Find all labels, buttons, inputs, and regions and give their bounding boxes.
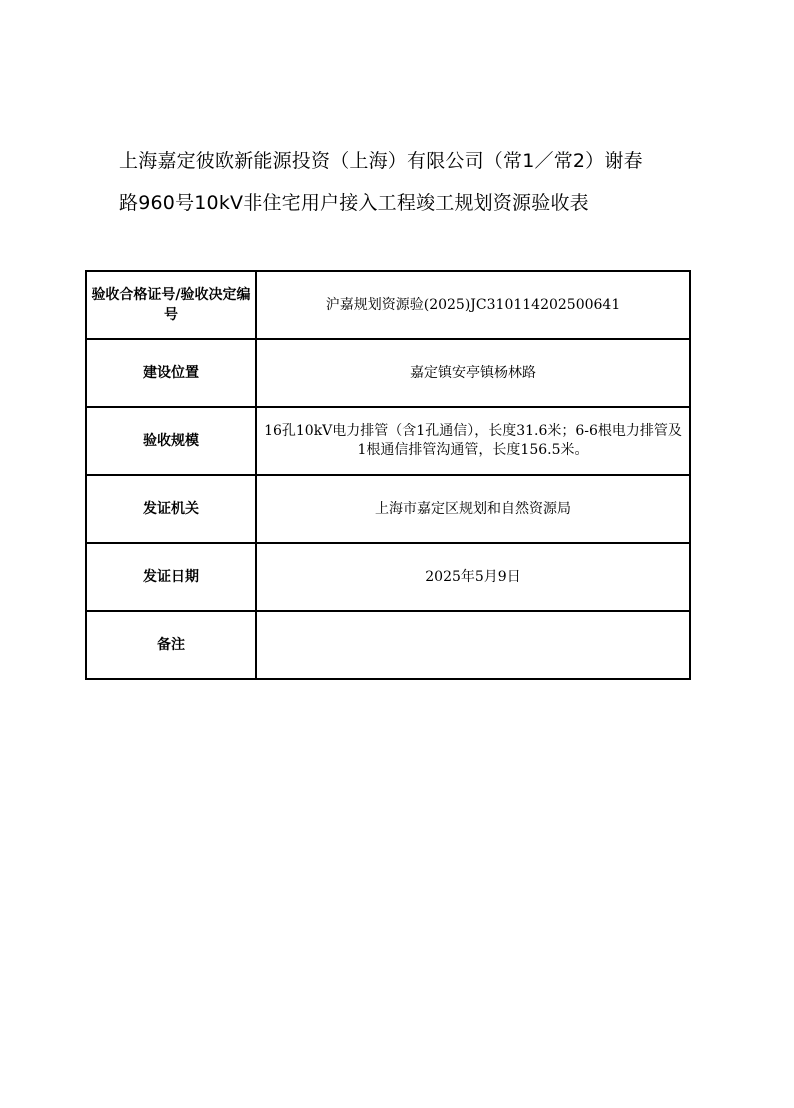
certificate-number-value: 沪嘉规划资源验(2025)JC310114202500641: [256, 271, 690, 339]
remarks-value: [256, 611, 690, 679]
table-row-issuing-authority: [86, 475, 690, 543]
certificate-number-label: 验收合格证号/验收决定编号: [86, 271, 256, 339]
issuing-authority-value: 上海市嘉定区规划和自然资源局: [256, 475, 690, 543]
issue-date-label: 发证日期: [86, 543, 256, 611]
table-row-certificate-number: [86, 271, 690, 339]
scale-label: 验收规模: [86, 407, 256, 475]
document-title: [119, 140, 679, 224]
document-title-line-1: 上海嘉定彼欧新能源投资（上海）有限公司（常1／常2）谢春: [119, 150, 643, 172]
location-value: 嘉定镇安亭镇杨林路: [256, 339, 690, 407]
acceptance-table: [85, 270, 691, 680]
issue-date-value: 2025年5月9日: [256, 543, 690, 611]
document-title-line-2: 路960号10kV非住宅用户接入工程竣工规划资源验收表: [119, 192, 589, 214]
location-label: 建设位置: [86, 339, 256, 407]
table-row-remarks: [86, 611, 690, 679]
remarks-label: 备注: [86, 611, 256, 679]
table-row-scale: [86, 407, 690, 475]
table-row-issue-date: [86, 543, 690, 611]
scale-value: 16孔10kV电力排管（含1孔通信），长度31.6米；6-6根电力排管及1根通信排管沟通管，长度156.5米。: [256, 407, 690, 475]
table-row-location: [86, 339, 690, 407]
issuing-authority-label: 发证机关: [86, 475, 256, 543]
